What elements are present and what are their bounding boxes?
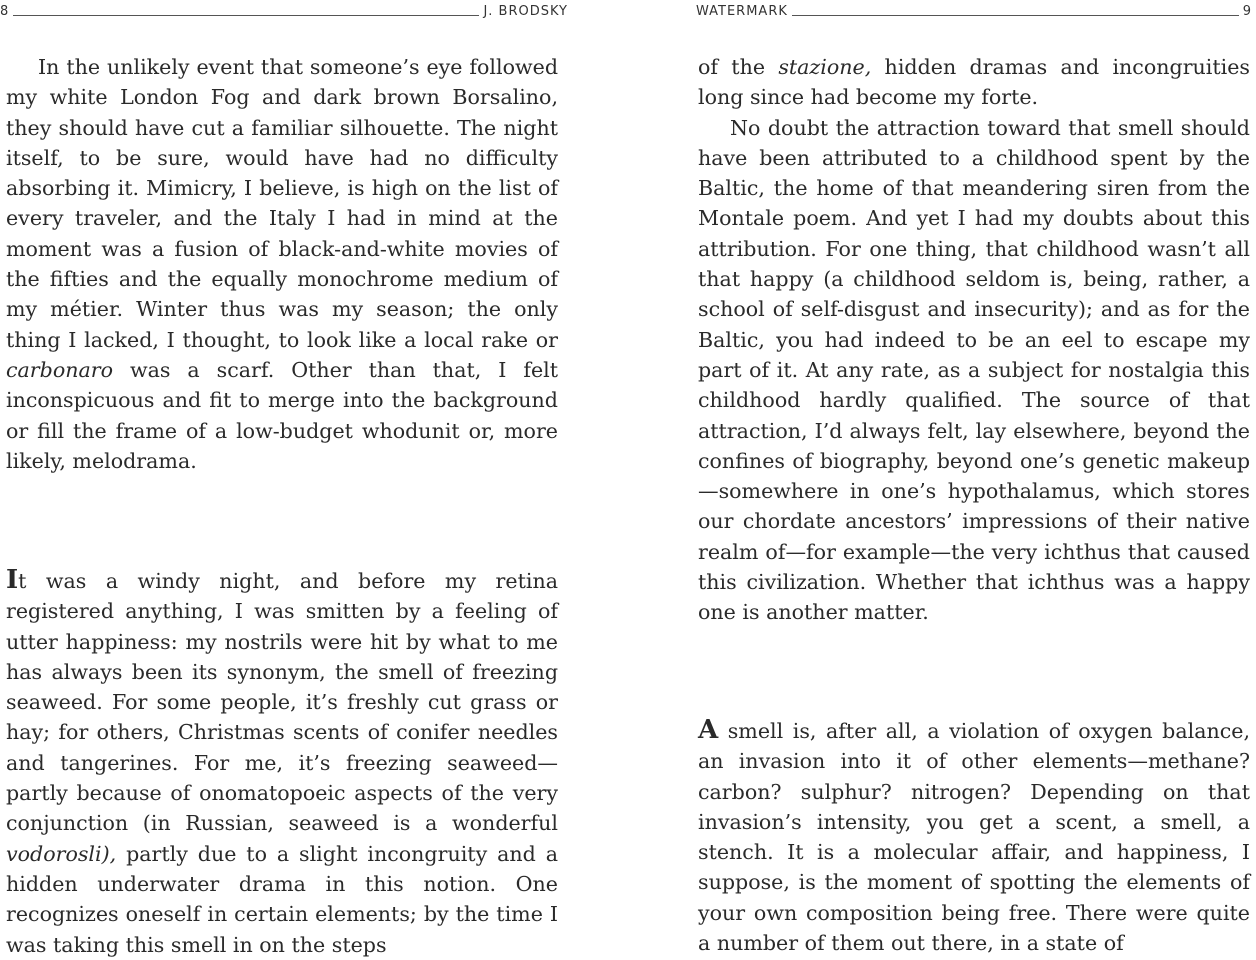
left-running-head — [0, 4, 568, 19]
right-para3-text: smell is, after all, a violation of oxygen balance, an invasion into it of other elements—methane? carbon? sulphur? nitrogen? Depending on that invasion’s intensity, you get a scent, a smell, a stench. It is a molecular affair, and happiness, I suppose, is the moment of spotting the elements of your own composition being free. There were quite a number of them out there, in a state of — [698, 719, 1250, 956]
left-page-number: 8 — [0, 4, 10, 19]
right-para3-initial: A — [698, 715, 719, 745]
left-para1-italic: carbonaro — [6, 357, 114, 382]
right-running-head-title: WATERMARK — [696, 4, 788, 19]
right-para1-text-before: of the — [698, 55, 779, 79]
right-para1-italic: stazione, — [778, 55, 872, 79]
right-page-number: 9 — [1242, 4, 1252, 19]
left-para2-text: t was a windy night, and before my retina registered anything, I was smitten by a feeling of utter happiness: my nostrils were hit by what to me has always been its synonym, the smell of freezing seaweed. For some people, it’s freshly cut grass or hay; for others, Christmas scents of conifer needles and tangerines. For me, it’s freezing seaweed—partly because of onomatopoeic aspects of the very conjunction (in Russian, seaweed is a wonderful — [6, 569, 558, 836]
left-para2-text-after: partly due to a slight incongruity and a hidden underwater drama in this notion. One recognizes oneself in certain elements; by the time I was taking this smell in on the steps — [6, 841, 558, 957]
right-paragraph-3 — [698, 715, 1250, 958]
left-paragraph-2 — [6, 565, 558, 960]
left-page — [0, 0, 568, 960]
left-running-head-author: J. BRODSKY — [483, 4, 568, 19]
right-page — [696, 0, 1252, 960]
left-para2-italic: vodorosli), — [6, 841, 117, 866]
right-paragraph-1 — [698, 52, 1250, 628]
left-paragraph-1 — [6, 52, 558, 476]
right-header-rule — [792, 14, 1239, 16]
left-para2-initial: I — [6, 565, 19, 595]
right-para2-text: No doubt the attraction toward that smell should have been attributed to a childhood spent by the Baltic, the home of that meandering siren from the Montale poem. And yet I had my doubts about this attribution. For one thing, that childhood wasn’t all that happy (a childhood seldom is, being, rather, a school of self-disgust and insecurity); and as for the Baltic, you had indeed to be an eel to escape my part of it. At any rate, as a subject for nostalgia this childhood hardly qualified. The source of that attraction, I’d always felt, lay elsewhere, beyond the confines of biography, beyond one’s genetic makeup—somewhere in one’s hypothalamus, which stores our chordate ancestors’ impressions of their native realm of—for example—the very ichthus that caused this civilization. Whether that ichthus was a happy one is another matter. — [698, 115, 1250, 625]
left-para1-text-after: was a scarf. Other than that, I felt inconspicuous and fit to merge into the background or fill the frame of a low-budget whodunit or, more likely, melodrama. — [6, 357, 558, 473]
left-header-rule — [13, 14, 479, 16]
left-para1-text: In the unlikely event that someone’s eye followed my white London Fog and dark brown Borsalino, they should have cut a familiar silhouette. The night itself, to be sure, would have had no difficulty absorbing it. Mimicry, I believe, is high on the list of every traveler, and the Italy I had in mind at the moment was a fusion of black-and-white movies of the fifties and the equally monochrome medium of my métier. Winter thus was my season; the only thing I lacked, I thought, to look like a local rake or — [6, 55, 558, 352]
right-running-head — [696, 4, 1252, 19]
right-para1-text: hidden dramas and incongruities long since had become my forte. — [698, 55, 1251, 110]
